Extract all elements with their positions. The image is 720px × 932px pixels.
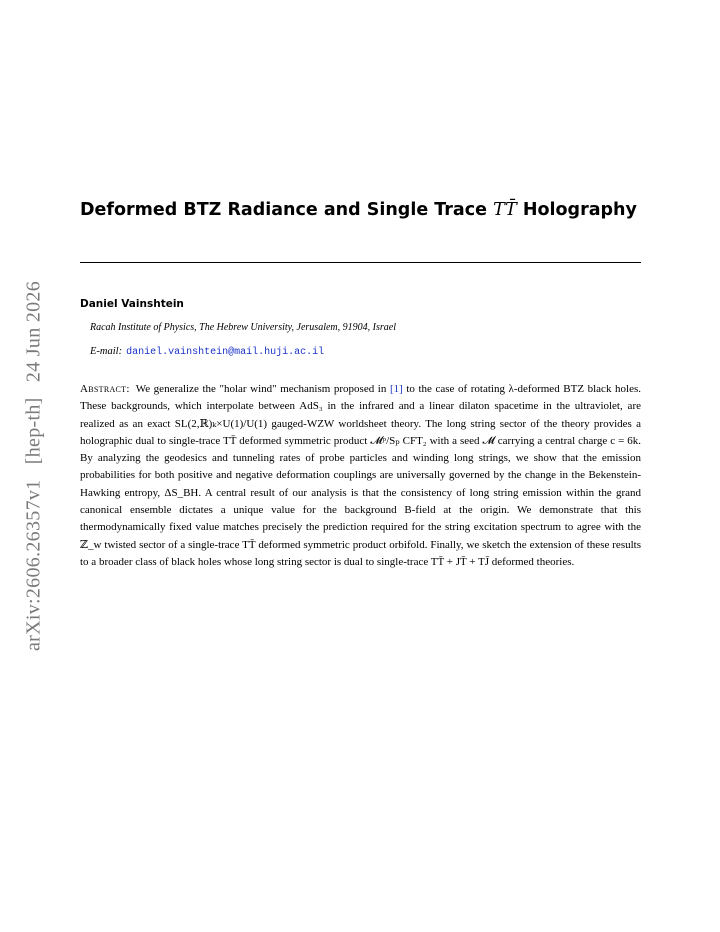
title-prefix: Deformed BTZ Radiance and Single Trace (80, 200, 494, 220)
title-math: TT̄ (493, 200, 517, 220)
title-divider (80, 262, 641, 263)
abstract-label: Abstract: (80, 383, 130, 395)
arxiv-category: [hep-th] (22, 397, 45, 465)
author-affiliation: Racah Institute of Physics, The Hebrew University, Jerusalem, 91904, Israel (90, 322, 396, 333)
email-link[interactable]: daniel.vainshtein@mail.huji.ac.il (126, 347, 325, 358)
arxiv-identifier-stamp (23, 276, 46, 656)
author-email (90, 346, 324, 358)
author-name: Daniel Vainshtein (80, 298, 184, 310)
abstract-text-2: to the case of rotating λ-deformed BTZ black holes. These backgrounds, which interpolate between AdS₃ in the infrared and a linear dilaton spacetime in the ultraviolet, are realized as an exact SL(2,ℝ)ₖ×U(1)/U(1) gauged-WZW worldsheet theory. The long string sector of the theory provides a holographic dual to single-trace TT̄ deformed symmetric product 𝓜ᵖ/Sₚ CFT₂ with a seed 𝓜 carrying a central charge c = 6k. By analyzing the geodesics and tunneling rates of probe particles and winding long strings, we show that the emission probabilities for both positive and negative deformation couplings are universally governed by the change in the Bekenstein-Hawking entropy, ΔS_BH. A central result of our analysis is that the consistency of long string emission within the grand canonical ensemble dictates a unique value for the background B-field at the origin. We demonstrate that this thermodynamically fixed value matches precisely the prediction required for the string excitation spectrum to agree with the ℤ_w twisted sector of a single-trace TT̄ deformed symmetric product orbifold. Finally, we sketch the extension of these results to a broader class of black holes whose long string sector is dual to single-trace TT̄ + JT̄ + TJ̄ deformed theories. (80, 383, 641, 568)
abstract-text-1: We generalize the "holar wind" mechanism proposed in (135, 383, 390, 395)
title-suffix: Holography (516, 200, 637, 220)
paper-title (80, 200, 640, 220)
citation-link[interactable]: [1] (389, 383, 403, 395)
arxiv-date: 24 Jun 2026 (22, 280, 45, 383)
email-label: E-mail: (90, 346, 123, 357)
arxiv-id: arXiv:2606.26357v1 (22, 479, 45, 652)
abstract (80, 381, 641, 571)
